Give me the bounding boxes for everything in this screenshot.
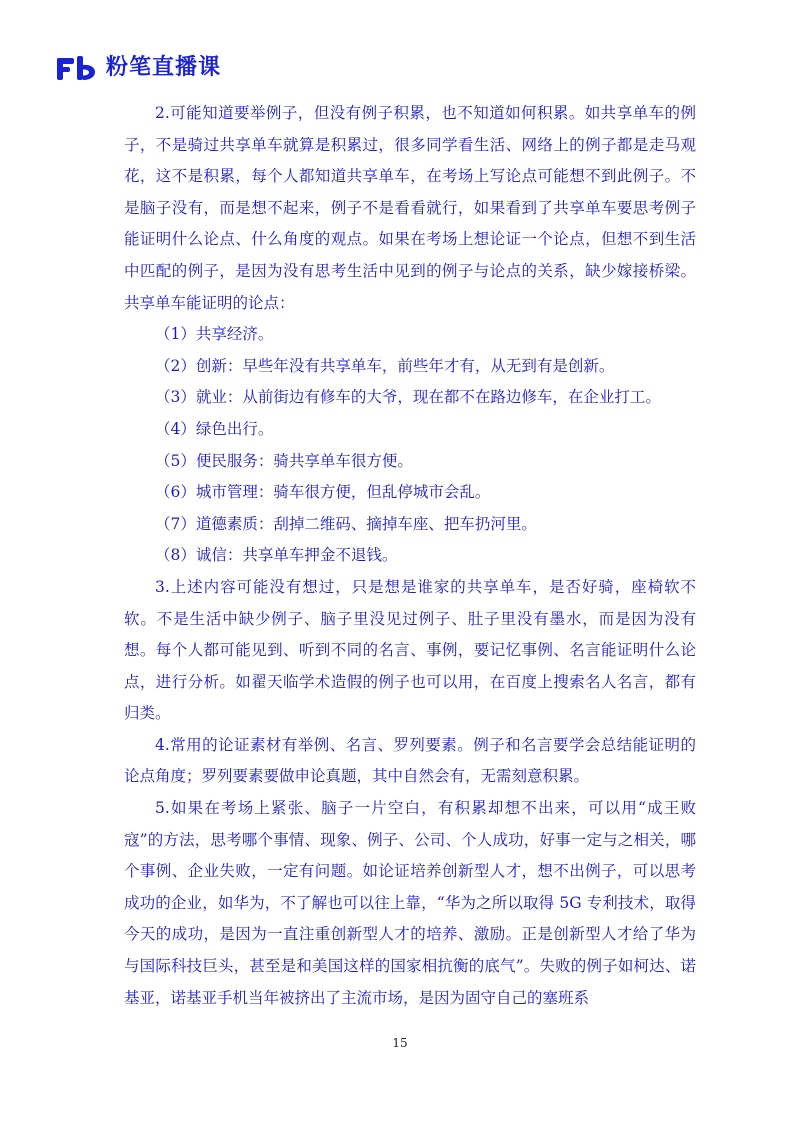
list-item: （5）便民服务：骑共享单车很方便。	[155, 451, 413, 470]
list-item: （8）诚信：共享单车押金不退钱。	[155, 546, 398, 565]
fenbi-logo-icon	[56, 53, 100, 83]
brand-name: 粉笔直播课	[106, 55, 222, 80]
list-item: （4）绿色出行。	[155, 419, 274, 438]
list-item: （2）创新：早些年没有共享单车，前些年才有，从无到有是创新。	[155, 356, 615, 375]
paragraph-5: 5.如果在考场上紧张、脑子一片空白，有积累却想不出来，可以用“成王败寇”的方法，思考哪个事情、现象、例子、公司、个人成功，好事一定与之相关，哪个事例、企业失败，一定有问题。如论证培养创新型人才，想不出例子，可以思考成功的企业，如华为，不了解也可以往上靠，“华为之所以取得 5G 专利技术，取得今天的成功，是因为一直注重创新型人才的培养、激励。正是创新型人才给了华为与国际科技巨头，甚至是和美国这样的国家相抗衡的底气”。失败的例子如柯达、诺基亚，诺基亚手机当年被挤出了主流市场，是因为固守自己的塞班系	[124, 799, 696, 1007]
list-item: （6）城市管理：骑车很方便，但乱停城市会乱。	[155, 483, 491, 502]
paragraph-3: 3.上述内容可能没有想过，只是想是谁家的共享单车，是否好骑，座椅软不软。不是生活中缺少例子、脑子里没见过例子、肚子里没有墨水，而是因为没有想。每个人都可能见到、听到不同的名言、事例，要记忆事例、名言能证明什么论点，进行分析。如翟天临学术造假的例子也可以用，在百度上搜索名人名言，都有归类。	[124, 577, 696, 723]
list-item: （3）就业：从前街边有修车的大爷，现在都不在路边修车，在企业打工。	[155, 388, 661, 407]
document-body	[124, 98, 696, 1014]
list-item: （7）道德素质：刮掉二维码、摘掉车座、把车扔河里。	[155, 514, 537, 533]
paragraph-2: 2.可能知道要举例子，但没有例子积累，也不知道如何积累。如共享单车的例子，不是骑过共享单车就算是积累过，很多同学看生活、网络上的例子都是走马观花，这不是积累，每个人都知道共享单车，在考场上写论点可能想不到此例子。不是脑子没有，而是想不起来，例子不是看看就行，如果看到了共享单车要思考例子能证明什么论点、什么角度的观点。如果在考场上想论证一个论点，但想不到生活中匹配的例子，是因为没有思考生活中见到的例子与论点的关系，缺少嫁接桥梁。共享单车能证明的论点：	[124, 104, 696, 312]
page-number: 15	[392, 1036, 408, 1050]
page-header	[56, 50, 221, 86]
list-item: （1）共享经济。	[155, 325, 274, 344]
paragraph-4: 4.常用的论证素材有举例、名言、罗列要素。例子和名言要学会总结能证明的论点角度；罗列要素要做申论真题，其中自然会有，无需刻意积累。	[124, 735, 696, 786]
